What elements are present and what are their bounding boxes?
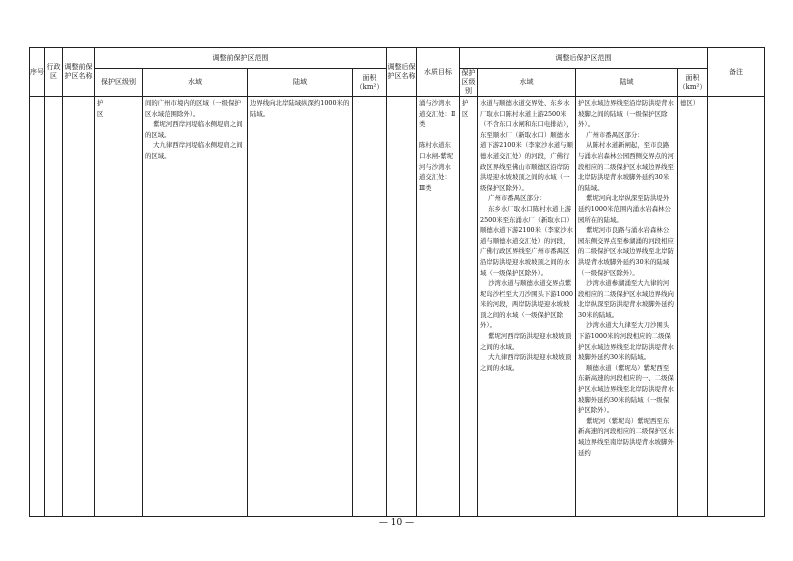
cell-post-land: 护区水域边界线至沿岸防洪堤背水坡脚之间的陆域（一级保护区除外）。 广州市番禺区部分： 从陈村水道新闸起，至市良路与涌水岩森林公园西侧交界点的河段相应的二级保护区水域边界线至北岸防洪堤背水坡脚外延约30米的陆域。 紫坭河向北岸纵深至防洪堤外延约1000米范围内涌水岩森林公园所在的陆域。 紫坭河市良路与涌水岩森林公园东侧交界点至参湖涌的河段相应的二级保护区水域边界线至北岸防洪堤背水坡脚外延约30米的陆域（一级保护区除外）。 沙湾水道参湖涌至大九律的河段相应的二级保护区水域边界线向北岸纵深至防洪堤背水坡脚外延约30米的陆域。 沙湾水道大九律至大刀沙围头下游1000米的河段相应的二级保护区水域边界线至北岸防洪堤背水坡脚外延约30米的陆域。 顺德水道（紫坭岛）紫坭西至东新高速的河段相应的一、二级保护区水域边界线至北岸防洪堤背水坡脚外延约30米的陆域（一级保护区除外）。 紫坭河（紫坭岛）紫坭西至东新高速的河段相应的二级保护区水域边界线至南岸防洪堤背水坡脚外延约 xyxy=(576,97,678,517)
header-post-name: 调整后保护区名称 xyxy=(387,48,417,97)
header-seq: 序号 xyxy=(30,48,45,97)
cell-quality: 涌与沙湾水道交汇处：Ⅱ类 陈村水道东口水闸-紫坭河与沙湾水道交汇处：Ⅲ类 xyxy=(417,97,460,517)
cell-pre-name xyxy=(63,97,95,517)
header-pre-name: 调整前保护区名称 xyxy=(63,48,95,97)
page-number: — 10 — xyxy=(378,518,415,528)
cell-seq xyxy=(30,97,45,517)
header-area: 面积（km²） xyxy=(353,69,387,97)
header-land: 陆域 xyxy=(248,69,353,97)
header-area2: 面积（km²） xyxy=(678,69,708,97)
table-row xyxy=(30,97,765,517)
cell-post-level: 护 区 xyxy=(460,97,478,517)
header-row-1 xyxy=(30,48,765,69)
header-remarks: 备注 xyxy=(708,48,765,97)
cell-post-water: 水道与顺德水道交界处、东乡水厂取水口陈村水道上游2500米（不含东口水闸和东口电排站），东至顺水厂（新取水口）顺德水道下游2100米（李家沙水道与顺德水道交汇处）的河段，广佛行政区界线至佛山市顺德区沿岸防洪堤迎水坡坡顶之间的水域（一级保护区除外）。 广州市番禺区部分： 东乡水厂取水口陈村水道上游2500米至东涌水厂（新取水口）顺德水道下游2100米（李家沙水道与顺德水道交汇处）的河段，广佛行政区界线至广州市番禺区沿岸防洪堤迎水坡坡顶之间的水域（一级保护区除外）。 沙湾水道与顺德水道交界点紫坭岛沙栏至大刀沙围头下游1000米的河段，两岸防洪堤迎水坡坡顶之间的水域（一级保护区除外）。 紫坭河西岸防洪堤迎水坡坡顶之间的水域。 大九律西岸防洪堤迎水坡坡顶之间的水域。 xyxy=(478,97,576,517)
header-post-scope: 调整后保护区范围 xyxy=(460,48,708,69)
protection-zone-table xyxy=(29,47,765,517)
header-pre-scope: 调整前保护区范围 xyxy=(95,48,387,69)
cell-pre-land: 边界线向北岸陆域纵深约1000米的陆域。 xyxy=(248,97,353,517)
cell-pre-level: 护 区 xyxy=(95,97,143,517)
document-page xyxy=(29,47,764,512)
cell-remarks xyxy=(708,97,765,517)
header-water2: 水域 xyxy=(478,69,576,97)
header-quality: 水质目标 xyxy=(417,48,460,97)
cell-post-area: 德区） xyxy=(678,97,708,517)
header-admin: 行政区 xyxy=(45,48,63,97)
cell-admin xyxy=(45,97,63,517)
header-level: 保护区级别 xyxy=(95,69,143,97)
header-land2: 陆域 xyxy=(576,69,678,97)
header-level2: 保护区级别 xyxy=(461,69,476,95)
cell-pre-area xyxy=(353,97,387,517)
header-water: 水域 xyxy=(143,69,248,97)
cell-pre-water: 间的广州市境内的区域（一级保护区水域范围除外）。 紫坭河西岸河堤临水侧堤肩之间的区域。 大九律西岸河堤临水侧堤肩之间的区域。 xyxy=(143,97,248,517)
cell-post-name xyxy=(387,97,417,517)
